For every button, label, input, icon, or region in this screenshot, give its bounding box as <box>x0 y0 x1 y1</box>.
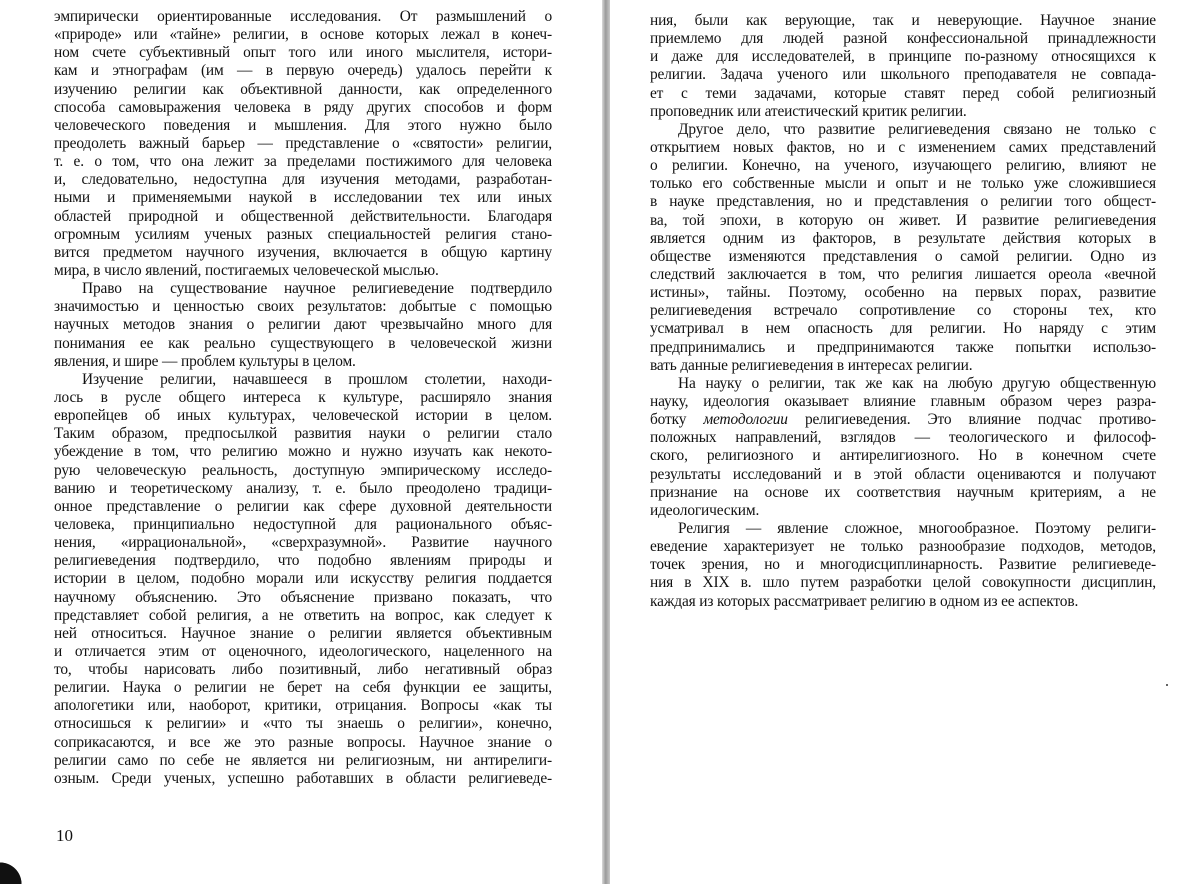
right-page-text-line: и даже для исследователей, в принципе по-разному относящихся к <box>650 48 1156 66</box>
left-page-text-line: апологетики или, наоборот, критики, отрицания. Вопросы «как ты <box>54 697 552 715</box>
left-page-text-line: и, следовательно, недоступна для изучения методами, разработан- <box>54 171 552 189</box>
left-page-text-line: относишься к религии» и «что ты знаешь о религии», конечно, <box>54 715 552 733</box>
left-page-text-line: явления, и шире — проблем культуры в целом. <box>54 352 356 370</box>
left-page-text-line: европейцев об иных культурах, человеческой истории в целом. <box>54 407 552 425</box>
right-page-text-line: открытием новых фактов, но и с изменением самих представлений <box>650 138 1156 156</box>
left-page-text-line: Таким образом, предпосылкой развития науки о религии стало <box>54 425 552 443</box>
left-page-text-line: религии. Наука о религии не берет на себя функции ее защиты, <box>54 679 552 697</box>
left-page-text-line: соприкасаются, и все же это разные вопросы. Научное знание о <box>54 733 552 751</box>
right-page-text-line: религии. Задача ученого или школьного преподавателя не совпада- <box>650 66 1156 84</box>
left-page-text-line: убеждение в том, что религию можно и нужно изучать как некото- <box>54 443 552 461</box>
emphasized-term: методологии <box>703 411 788 429</box>
left-page-text-line: кам и этнографам (им — в первую очередь) удалось перейти к <box>54 62 552 80</box>
right-page-text-line: результаты исследований и в этой области оцениваются и получают <box>650 465 1156 483</box>
left-page-text-line: человеческого поведения и мышления. Для этого нужно было <box>54 116 552 134</box>
left-page-text-line: научному объяснению. Это объяснение призвано показать, что <box>54 588 552 606</box>
scan-speck <box>1166 684 1168 686</box>
left-page-text-line: онное представление о религии как сфере духовной деятельности <box>54 497 552 515</box>
left-page-text-line: истории в целом, подобно морали или искусству религия поддается <box>54 570 552 588</box>
right-page-text-line: является одним из факторов, в результате действия которых в <box>650 229 1156 247</box>
left-page-text-line: и отличается этим от оценочного, идеологического, нацеленного на <box>54 642 552 660</box>
left-page-text-line: значимостью и ценностью своих результатов: добытые с помощью <box>54 298 552 316</box>
left-page-text-line: вится предметом научного изучения, включается в общую картину <box>54 243 552 261</box>
right-page-text-line: каждая из которых рассматривает религию в одном из ее аспектов. <box>650 592 1079 610</box>
left-page-text-line: человека, принципиально недоступной для рационального объяс- <box>54 515 552 533</box>
left-page-text-line: ными и применяемыми наукой в исследовании тех или иных <box>54 189 552 207</box>
right-page-text-line: усматривал в нем опасность для религии. Но наряду с этим <box>650 320 1156 338</box>
right-page-text-line: ботку методологии религиеведения. Это влияние подчас противо- <box>650 411 1156 429</box>
right-page-text-line: положных направлений, взглядов — теологического и философ- <box>650 429 1156 447</box>
right-page-text-line: идеологическим. <box>650 501 760 519</box>
left-page-text-line: научных методов знания о религии дают чрезвычайно много для <box>54 316 552 334</box>
right-page-text-line: только его собственные мысли и опыт и не только уже сложившиеся <box>650 175 1156 193</box>
left-page-text-line: нения, «иррациональной», «сверхразумной». Развитие научного <box>54 534 552 552</box>
left-page-text-line: ванию и теоретическому анализу, т. е. было преодолено традици- <box>54 479 552 497</box>
right-page-text-line: Религия — явление сложное, многообразное. Поэтому религи- <box>678 519 1156 537</box>
left-page-text <box>54 8 552 788</box>
right-page-text-line: ского, религиозного и антирелигиозного. Но в конечном счете <box>650 447 1156 465</box>
left-page-text-line: лось в русле общего интереса к культуре, расширяло знания <box>54 388 552 406</box>
right-page-text-line: ет с теми задачами, которые ставят перед собой религиозный <box>650 84 1156 102</box>
left-page-text-line: ней относиться. Научное знание о религии является объективным <box>54 624 552 642</box>
right-page-text-line: Другое дело, что развитие религиеведения связано не только с <box>678 120 1156 138</box>
right-page-text-line: предпринимались и предпринимаются также попытки использо- <box>650 338 1156 356</box>
left-page-text-line: озным. Среди ученых, успешно работавших в области религиеведе- <box>54 769 552 787</box>
right-page-text-line: На науку о религии, так же как на любую другую общественную <box>678 374 1156 392</box>
right-page <box>610 0 1200 884</box>
left-page-text-line: огромным усилиям ученых разных специальностей религия стано- <box>54 225 552 243</box>
left-page-text-line: эмпирически ориентированные исследования. От размышлений о <box>54 8 552 25</box>
left-page-text-line: областей природной и общественной действительности. Благодаря <box>54 207 552 225</box>
left-page-text-line: изучению религии как объективной данности, как определенного <box>54 80 552 98</box>
right-page-text-line: о религии. Конечно, на ученого, изучающего религию, влияют не <box>650 157 1156 175</box>
left-page-text-line: Изучение религии, начавшееся в прошлом столетии, находи- <box>82 370 552 388</box>
right-page-text-line: истины», тайны. Поэтому, особенно на первых порах, развитие <box>650 284 1156 302</box>
right-page-text-line: точек зрения, но и многодисциплинарность. Развитие религиеведе- <box>650 556 1156 574</box>
left-page-text-line: способа самовыражения человека в ряду других способов и форм <box>54 98 552 116</box>
book-gutter <box>602 0 610 884</box>
right-page-text-line: еведение характеризует не только разнообразие подходов, методов, <box>650 538 1156 556</box>
right-page-text-line: науку, идеология оказывает влияние главным образом через разра- <box>650 392 1156 410</box>
left-page-text-line: понимания ее как реально существующего в человеческой жизни <box>54 334 552 352</box>
right-page-text-line: в науке представления, но и представления о религии того общест- <box>650 193 1156 211</box>
right-page-text-line: признание на основе их соответствия научным критериям, а не <box>650 483 1156 501</box>
left-page-text-line: представляет собой религия, а не ответить на вопрос, как следует к <box>54 606 552 624</box>
page-number: 10 <box>56 826 73 845</box>
right-page-text-line: следствий заключается в том, что религия лишается ореола «вечной <box>650 265 1156 283</box>
left-page-text-line: т. е. о том, что она лежит за пределами постижимого для человека <box>54 153 552 171</box>
left-page-text-line: религии само по себе не является ни религиозным, ни антирелиги- <box>54 751 552 769</box>
scan-corner-shadow <box>0 852 22 884</box>
left-page-text-line: «природе» или «тайне» религии, в основе которых лежал в конеч- <box>54 26 552 44</box>
right-page-text <box>650 12 1156 611</box>
left-page-text-line: религиеведения подтвердило, что подобно явлениям природы и <box>54 552 552 570</box>
right-page-text-line: приемлемо для людей разной конфессиональной принадлежности <box>650 30 1156 48</box>
right-page-text-line: ва, той эпохи, в которую он живет. И развитие религиеведения <box>650 211 1156 229</box>
left-page-text-line: мира, в число явлений, постигаемых человеческой мыслью. <box>54 261 439 279</box>
right-page-text-line: ния, были как верующие, так и неверующие. Научное знание <box>650 12 1156 29</box>
right-page-text-line: обществе изменяются представления о самой религии. Одно из <box>650 247 1156 265</box>
left-page-text-line: рую человеческую реальность, доступную эмпирическому исследо- <box>54 461 552 479</box>
right-page-text-line: ния в XIX в. шло путем разработки целой совокупности дисциплин, <box>650 574 1156 592</box>
left-page-text-line: Право на существование научное религиеведение подтвердило <box>82 280 552 298</box>
left-page-text-line: преодолеть важный барьер — представление о «святости» религии, <box>54 134 552 152</box>
right-page-text-line: вать данные религиеведения в интересах религии. <box>650 356 973 374</box>
left-page-text-line: то, чтобы нарисовать либо позитивный, либо негативный образ <box>54 661 552 679</box>
right-page-text-line: религиеведения встречало сопротивление со стороны тех, кто <box>650 302 1156 320</box>
right-page-text-line: проповедник или атеистический критик религии. <box>650 102 967 120</box>
left-page-text-line: ном счете субъективный опыт того или иного мыслителя, истори- <box>54 44 552 62</box>
